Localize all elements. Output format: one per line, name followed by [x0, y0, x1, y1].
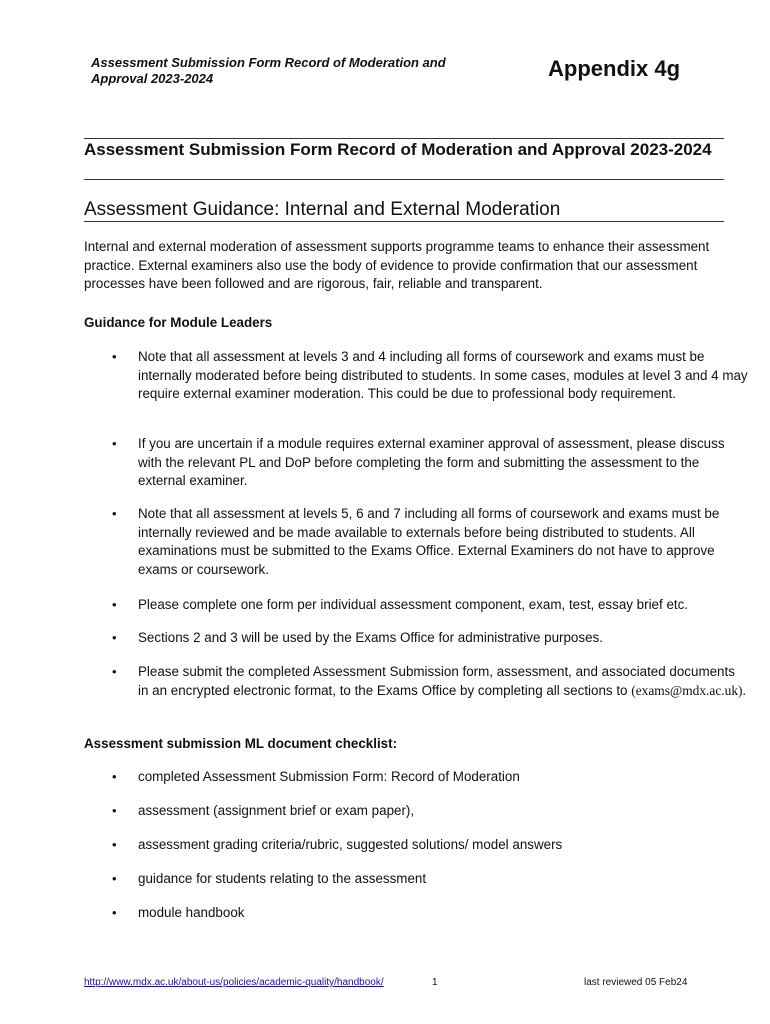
bullet-icon: •: [112, 871, 117, 886]
list-item: • module handbook: [112, 904, 748, 923]
bullet-icon: •: [112, 436, 117, 451]
list-item: • Please submit the completed Assessment Submission form, assessment, and associated documents in an encrypted electronic format, to the Exams Office by completing all sections to (exams@mdx.ac.uk).: [112, 664, 746, 698]
page-title: Assessment Submission Form Record of Moderation and Approval 2023-2024: [84, 140, 712, 159]
bullet-icon: •: [112, 349, 117, 364]
appendix-label: Appendix 4g: [548, 56, 681, 81]
guidance-heading: Guidance for Module Leaders: [84, 315, 273, 330]
bullet-icon: •: [112, 597, 117, 612]
section-heading: Assessment Guidance: Internal and External Moderation: [84, 199, 561, 220]
bullet-icon: •: [112, 506, 117, 521]
list-item: • Note that all assessment at levels 5, 6 and 7 including all forms of coursework and exams must be internally reviewed and be made available to externals before being distributed to students. All examinations must be submitted to the Exams Office. External Examiners do not have to approve exams or coursework.: [112, 506, 720, 577]
handbook-link[interactable]: http://www.mdx.ac.uk/about-us/policies/academic-quality/handbook/: [84, 977, 384, 988]
list-item: • guidance for students relating to the assessment: [112, 870, 748, 889]
list-item: • If you are uncertain if a module requires external examiner approval of assessment, please discuss with the relevant PL and DoP before completing the form and submitting the assessment to the external examiner.: [112, 436, 725, 488]
list-item: • Sections 2 and 3 will be used by the Exams Office for administrative purposes.: [112, 629, 748, 648]
section-heading-rule: [84, 221, 724, 222]
last-reviewed: last reviewed 05 Feb24: [584, 977, 688, 988]
list-item: • Please complete one form per individual assessment component, exam, test, essay brief etc.: [112, 596, 748, 615]
bullet-icon: •: [112, 630, 117, 645]
list-item: • assessment (assignment brief or exam paper),: [112, 802, 748, 821]
bullet-icon: •: [112, 905, 117, 920]
checklist-heading: Assessment submission ML document checklist:: [84, 736, 398, 751]
intro-paragraph: Internal and external moderation of assessment supports programme teams to enhance their assessment practice. External examiners also use the body of evidence to provide confirmation that our assessment processes have been followed and are rigorous, fair, reliable and transparent.: [84, 239, 710, 291]
exams-email: (exams@mdx.ac.uk).: [631, 682, 746, 698]
page-number: 1: [432, 977, 438, 988]
list-item: • completed Assessment Submission Form: Record of Moderation: [112, 768, 748, 787]
title-bottom-rule: [84, 179, 724, 180]
bullet-icon: •: [112, 664, 117, 679]
bullet-icon: •: [112, 803, 117, 818]
bullet-icon: •: [112, 769, 117, 784]
header-doc-title: Assessment Submission Form Record of Moderation and Approval 2023-2024: [91, 55, 446, 86]
title-top-rule: [84, 138, 724, 139]
list-item: • assessment grading criteria/rubric, suggested solutions/ model answers: [112, 836, 748, 855]
bullet-icon: •: [112, 837, 117, 852]
list-item: • Note that all assessment at levels 3 and 4 including all forms of coursework and exams must be internally moderated before being distributed to students. In some cases, modules at level 3 and 4 may require external examiner moderation. This could be due to professional body requirement.: [112, 349, 748, 401]
